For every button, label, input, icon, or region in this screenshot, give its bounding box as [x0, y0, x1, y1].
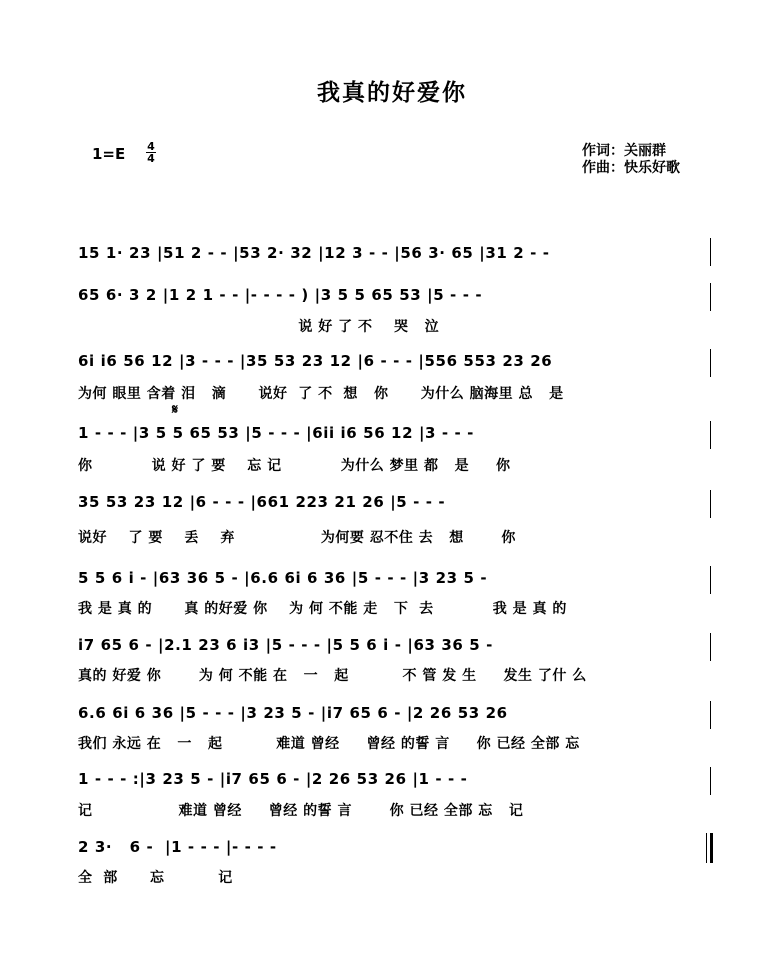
lyrics-line-8: 我们 永远 在 一 起 难道 曾经 曾经 的誓 言 你 已经 全部 忘	[78, 736, 580, 752]
end-barline	[710, 490, 711, 518]
song-title: 我真的好爱你	[317, 80, 467, 106]
notation-line-10: 2 3· 6 - |1 - - - |- - - -	[78, 838, 277, 856]
end-barline	[710, 566, 711, 594]
composer-credit: 作曲：快乐好歌	[582, 160, 680, 176]
lyrics-line-9: 记 难道 曾经 曾经 的誓 言 你 已经 全部 忘 记	[78, 803, 524, 819]
notation-line-1: 15 1· 23 |51 2 - - |53 2· 32 |12 3 - - |56 3· 65 |31 2 - -	[78, 244, 550, 262]
end-barline	[710, 701, 711, 729]
lyricist-credit: 作词：关丽群	[582, 143, 666, 159]
time-signature-top: 4	[147, 140, 155, 153]
notation-line-8: 6.6 6i 6 36 |5 - - - |3 23 5 - |i7 65 6 - |2 26 53 26	[78, 704, 508, 722]
notation-line-7: i7 65 6 - |2.1 23 6 i3 |5 - - - |5 5 6 i - |63 36 5 -	[78, 636, 493, 654]
segno-sign: 𝄋	[172, 402, 179, 418]
time-signature	[145, 141, 157, 164]
notation-line-9: 1 - - - :|3 23 5 - |i7 65 6 - |2 26 53 26 |1 - - -	[78, 770, 468, 788]
end-barline	[710, 349, 711, 377]
final-barline-thick	[710, 833, 713, 863]
lyrics-line-4: 你 说 好 了 要 忘 记 为什么 梦里 都 是 你	[78, 458, 511, 474]
lyrics-line-10: 全 部 忘 记	[78, 870, 233, 886]
notation-line-4: 1 - - - |3 5 5 65 53 |5 - - - |6ii i6 56 12 |3 - - -	[78, 424, 475, 442]
lyrics-line-7: 真的 好爱 你 为 何 不能 在 一 起 不 管 发 生 发生 了什 么	[78, 668, 587, 684]
end-barline	[710, 238, 711, 266]
end-barline	[710, 767, 711, 795]
notation-line-6: 5 5 6 i - |63 36 5 - |6.6 6i 6 36 |5 - - - |3 23 5 -	[78, 569, 488, 587]
lyrics-line-6: 我 是 真 的 真 的好爱 你 为 何 不能 走 下 去 我 是 真 的	[78, 601, 567, 617]
lyrics-line-5: 说好 了 要 丢 弃 为何要 忍不住 去 想 你	[78, 530, 516, 546]
end-barline	[710, 421, 711, 449]
notation-line-3: 6i i6 56 12 |3 - - - |35 53 23 12 |6 - - - |556 553 23 26	[78, 352, 553, 370]
end-barline	[710, 283, 711, 311]
lyrics-line-2: 说 好 了 不 哭 泣	[78, 319, 440, 335]
notation-line-5: 35 53 23 12 |6 - - - |661 223 21 26 |5 - - -	[78, 493, 446, 511]
lyrics-line-3: 为何 眼里 含着 泪 滴 说好 了 不 想 你 为什么 脑海里 总 是	[78, 386, 564, 402]
final-barline-thin	[706, 833, 707, 863]
end-barline	[710, 633, 711, 661]
notation-line-2: 65 6· 3 2 |1 2 1 - - |- - - - ) |3 5 5 65 53 |5 - - -	[78, 286, 483, 304]
time-signature-bottom: 4	[147, 152, 155, 165]
key-signature: 1=E	[92, 145, 126, 163]
